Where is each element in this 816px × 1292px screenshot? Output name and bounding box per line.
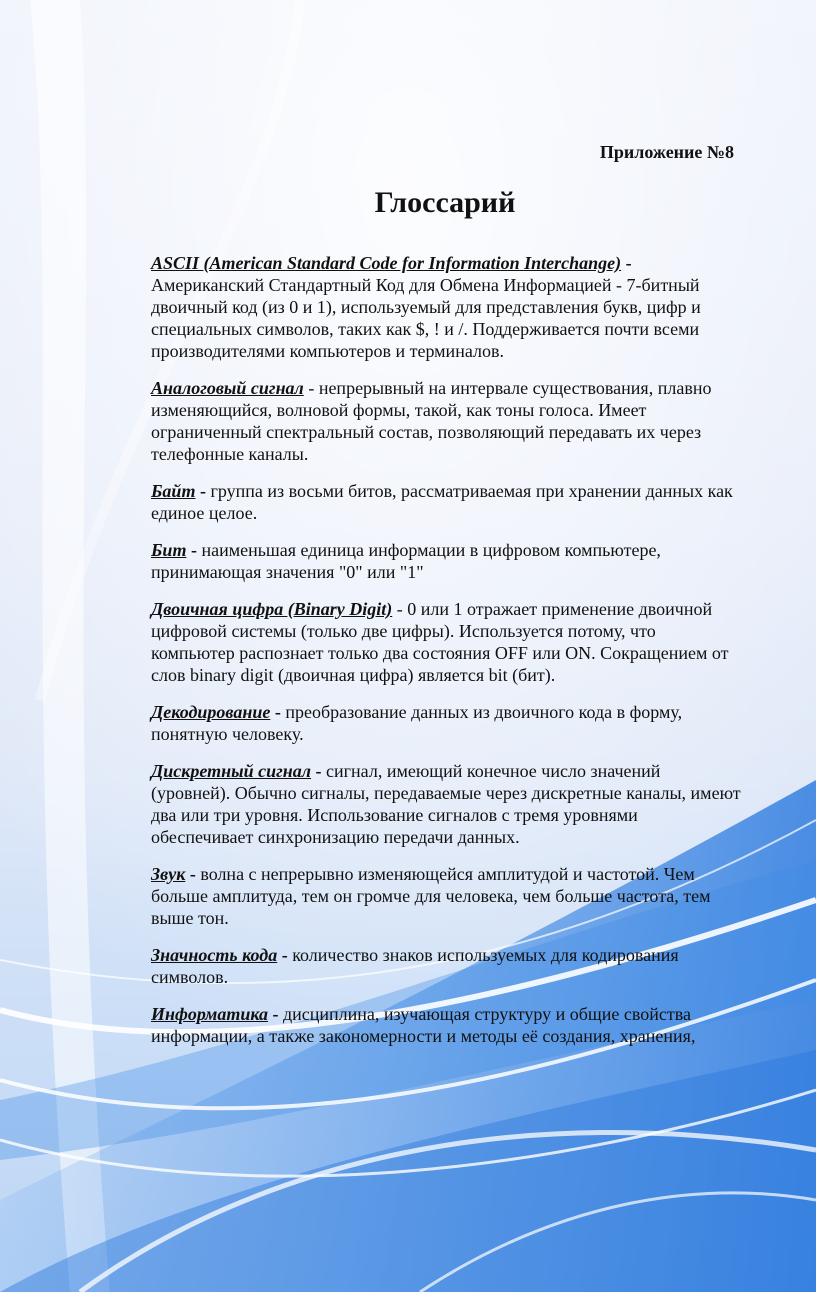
glossary-entry: Байт - группа из восьми битов, рассматриваемая при хранении данных как единое целое. <box>151 481 733 523</box>
glossary-definition: дисциплина, изучающая структуру и общие свойства информации, а также закономерности и методы её создания, хранения, <box>151 1004 696 1046</box>
glossary-definition: волна с непрерывно изменяющейся амплитудой и частотой. Чем больше амплитуда, тем он громче для человека, чем больше частота, тем выше тон. <box>151 864 711 928</box>
glossary-entry: Информатика - дисциплина, изучающая структуру и общие свойства информации, а также закономерности и методы её создания, хранения, <box>151 1004 696 1046</box>
glossary-definition: группа из восьми битов, рассматриваемая при хранении данных как единое целое. <box>151 481 733 523</box>
glossary-entry: Значность кода - количество знаков используемых для кодирования символов. <box>151 945 679 987</box>
glossary-term: Значность кода <box>151 945 278 965</box>
glossary-definition: наименьшая единица информации в цифровом компьютере, принимающая значения "0" или "1" <box>151 540 661 582</box>
page-title: Глоссарий <box>374 186 516 219</box>
glossary-term: Звук <box>151 864 186 884</box>
glossary-entry: ASCII (American Standard Code for Information Interchange) - Американский Стандартный Код для Обмена Информацией - 7-битный двоичный код (из 0 и 1), используемый для представления букв, цифр и специальных символов, таких как $, ! и /. Поддерживается почти всеми производителями компьютеров и терминалов. <box>151 253 701 361</box>
glossary-term: Дискретный сигнал <box>151 761 312 781</box>
glossary-term: Двоичная цифра (Binary Digit) <box>151 599 393 619</box>
glossary-definition: Американский Стандартный Код для Обмена Информацией - 7-битный двоичный код (из 0 и 1), используемый для представления букв, цифр и специальных символов, таких как $, ! и /. Поддерживается почти всеми производителями компьютеров и терминалов. <box>151 275 701 361</box>
glossary-term: ASCII (American Standard Code for Information Interchange) <box>151 253 622 273</box>
glossary-entry: Декодирование - преобразование данных из двоичного кода в форму, понятную человеку. <box>151 702 683 744</box>
glossary-definition: непрерывный на интервале существования, плавно изменяющийся, волновой формы, такой, как тоны голоса. Имеет ограниченный спектральный состав, позволяющий передавать их через телефонные каналы. <box>151 378 712 464</box>
glossary-entry: Звук - волна с непрерывно изменяющейся амплитудой и частотой. Чем больше амплитуда, тем он громче для человека, чем больше частота, тем выше тон. <box>151 864 711 928</box>
glossary-term: Аналоговый сигнал <box>151 378 304 398</box>
glossary-term: Декодирование <box>151 702 271 722</box>
glossary-definition: количество знаков используемых для кодирования символов. <box>151 945 679 987</box>
glossary-definition: сигнал, имеющий конечное число значений (уровней). Обычно сигналы, передаваемые через дискретные каналы, имеют два или три уровня. Использование сигналов с тремя уровнями обеспечивает синхронизацию передачи данных. <box>151 761 741 847</box>
glossary-term: Бит <box>151 540 187 560</box>
appendix-label: Приложение №8 <box>599 142 734 162</box>
glossary-entry: Двоичная цифра (Binary Digit) - 0 или 1 отражает применение двоичной цифровой системы (только две цифры). Используется потому, что компьютер распознает только два состояния OFF или ON. Сокращением от слов binary digit (двоичная цифра) является bit (бит). <box>151 599 729 685</box>
glossary-term: Информатика <box>151 1004 268 1024</box>
glossary-entry: Аналоговый сигнал - непрерывный на интервале существования, плавно изменяющийся, волновой формы, такой, как тоны голоса. Имеет ограниченный спектральный состав, позволяющий передавать их через телефонные каналы. <box>151 378 712 464</box>
glossary-term: Байт <box>151 481 196 501</box>
glossary-entry: Дискретный сигнал - сигнал, имеющий конечное число значений (уровней). Обычно сигналы, передаваемые через дискретные каналы, имеют два или три уровня. Использование сигналов с тремя уровнями обеспечивает синхронизацию передачи данных. <box>151 761 741 847</box>
glossary-list <box>151 252 741 1062</box>
glossary-entry: Бит - наименьшая единица информации в цифровом компьютере, принимающая значения "0" или "1" <box>151 540 661 582</box>
glossary-definition: преобразование данных из двоичного кода в форму, понятную человеку. <box>151 702 683 744</box>
glossary-definition: 0 или 1 отражает применение двоичной цифровой системы (только две цифры). Используется потому, что компьютер распознает только два состояния OFF или ON. Сокращением от слов binary digit (двоичная цифра) является bit (бит). <box>151 599 729 685</box>
